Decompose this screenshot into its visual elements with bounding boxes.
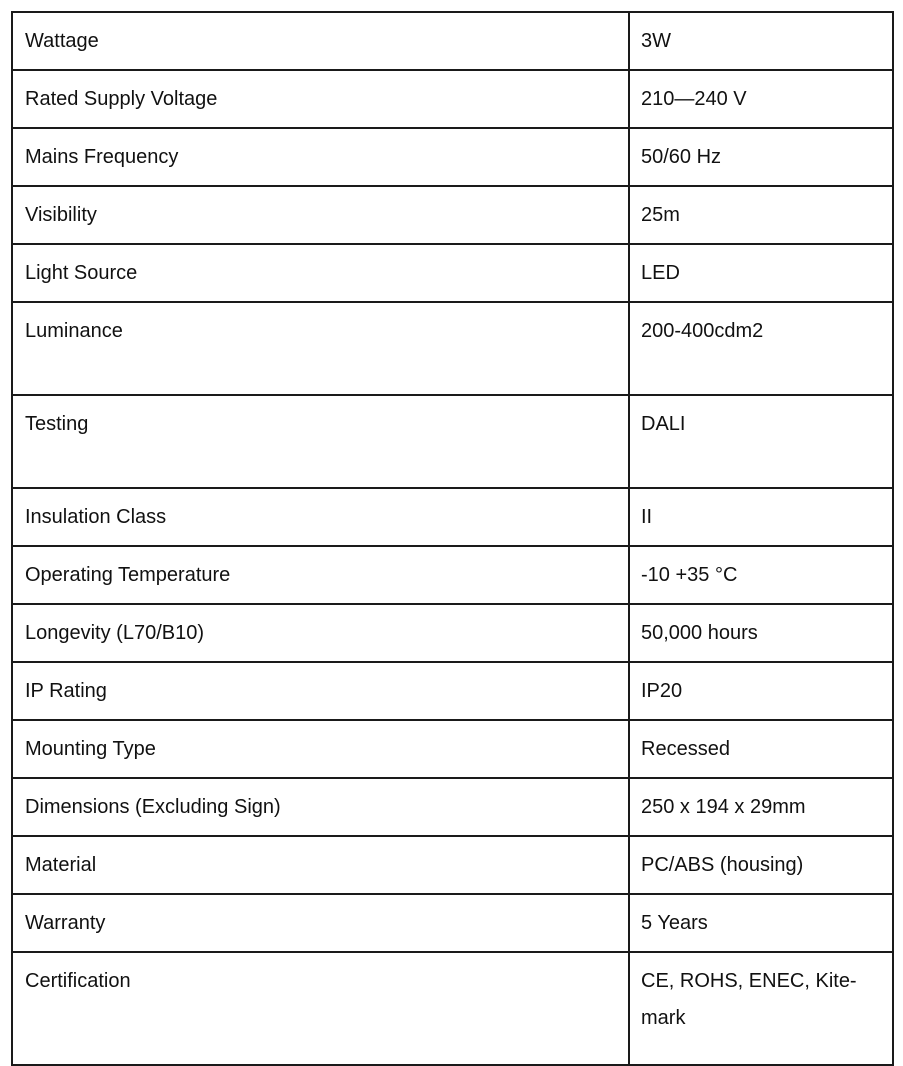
table-row [12,70,893,128]
spec-value: 200-400cdm2 [629,302,893,395]
spec-label: Mains Frequency [12,128,629,186]
table-row [12,302,893,395]
table-row [12,546,893,604]
spec-value: IP20 [629,662,893,720]
spec-label: Dimensions (Excluding Sign) [12,778,629,836]
spec-label: Mounting Type [12,720,629,778]
spec-table [11,11,894,1066]
table-row [12,12,893,70]
spec-label: Testing [12,395,629,488]
spec-label: IP Rating [12,662,629,720]
spec-label: Luminance [12,302,629,395]
spec-value: -10 +35 °C [629,546,893,604]
spec-value: 50/60 Hz [629,128,893,186]
spec-label: Insulation Class [12,488,629,546]
spec-value: 3W [629,12,893,70]
table-row [12,395,893,488]
spec-value: 250 x 194 x 29mm [629,778,893,836]
table-row [12,244,893,302]
table-row [12,778,893,836]
table-row [12,186,893,244]
spec-label: Visibility [12,186,629,244]
spec-value: 50,000 hours [629,604,893,662]
spec-value: CE, ROHS, ENEC, Kite-mark [629,952,893,1065]
table-row [12,836,893,894]
spec-label: Longevity (L70/B10) [12,604,629,662]
table-row [12,952,893,1065]
spec-label: Operating Temperature [12,546,629,604]
spec-label: Material [12,836,629,894]
spec-value: 5 Years [629,894,893,952]
spec-label: Warranty [12,894,629,952]
spec-value: DALI [629,395,893,488]
table-row [12,488,893,546]
table-row [12,128,893,186]
spec-label: Rated Supply Voltage [12,70,629,128]
table-row [12,720,893,778]
spec-label: Certification [12,952,629,1065]
spec-value: PC/ABS (housing) [629,836,893,894]
table-row [12,604,893,662]
spec-value: Recessed [629,720,893,778]
table-row [12,894,893,952]
spec-value: 25m [629,186,893,244]
spec-label: Wattage [12,12,629,70]
table-row [12,662,893,720]
spec-value: II [629,488,893,546]
spec-value: LED [629,244,893,302]
spec-value: 210—240 V [629,70,893,128]
spec-label: Light Source [12,244,629,302]
